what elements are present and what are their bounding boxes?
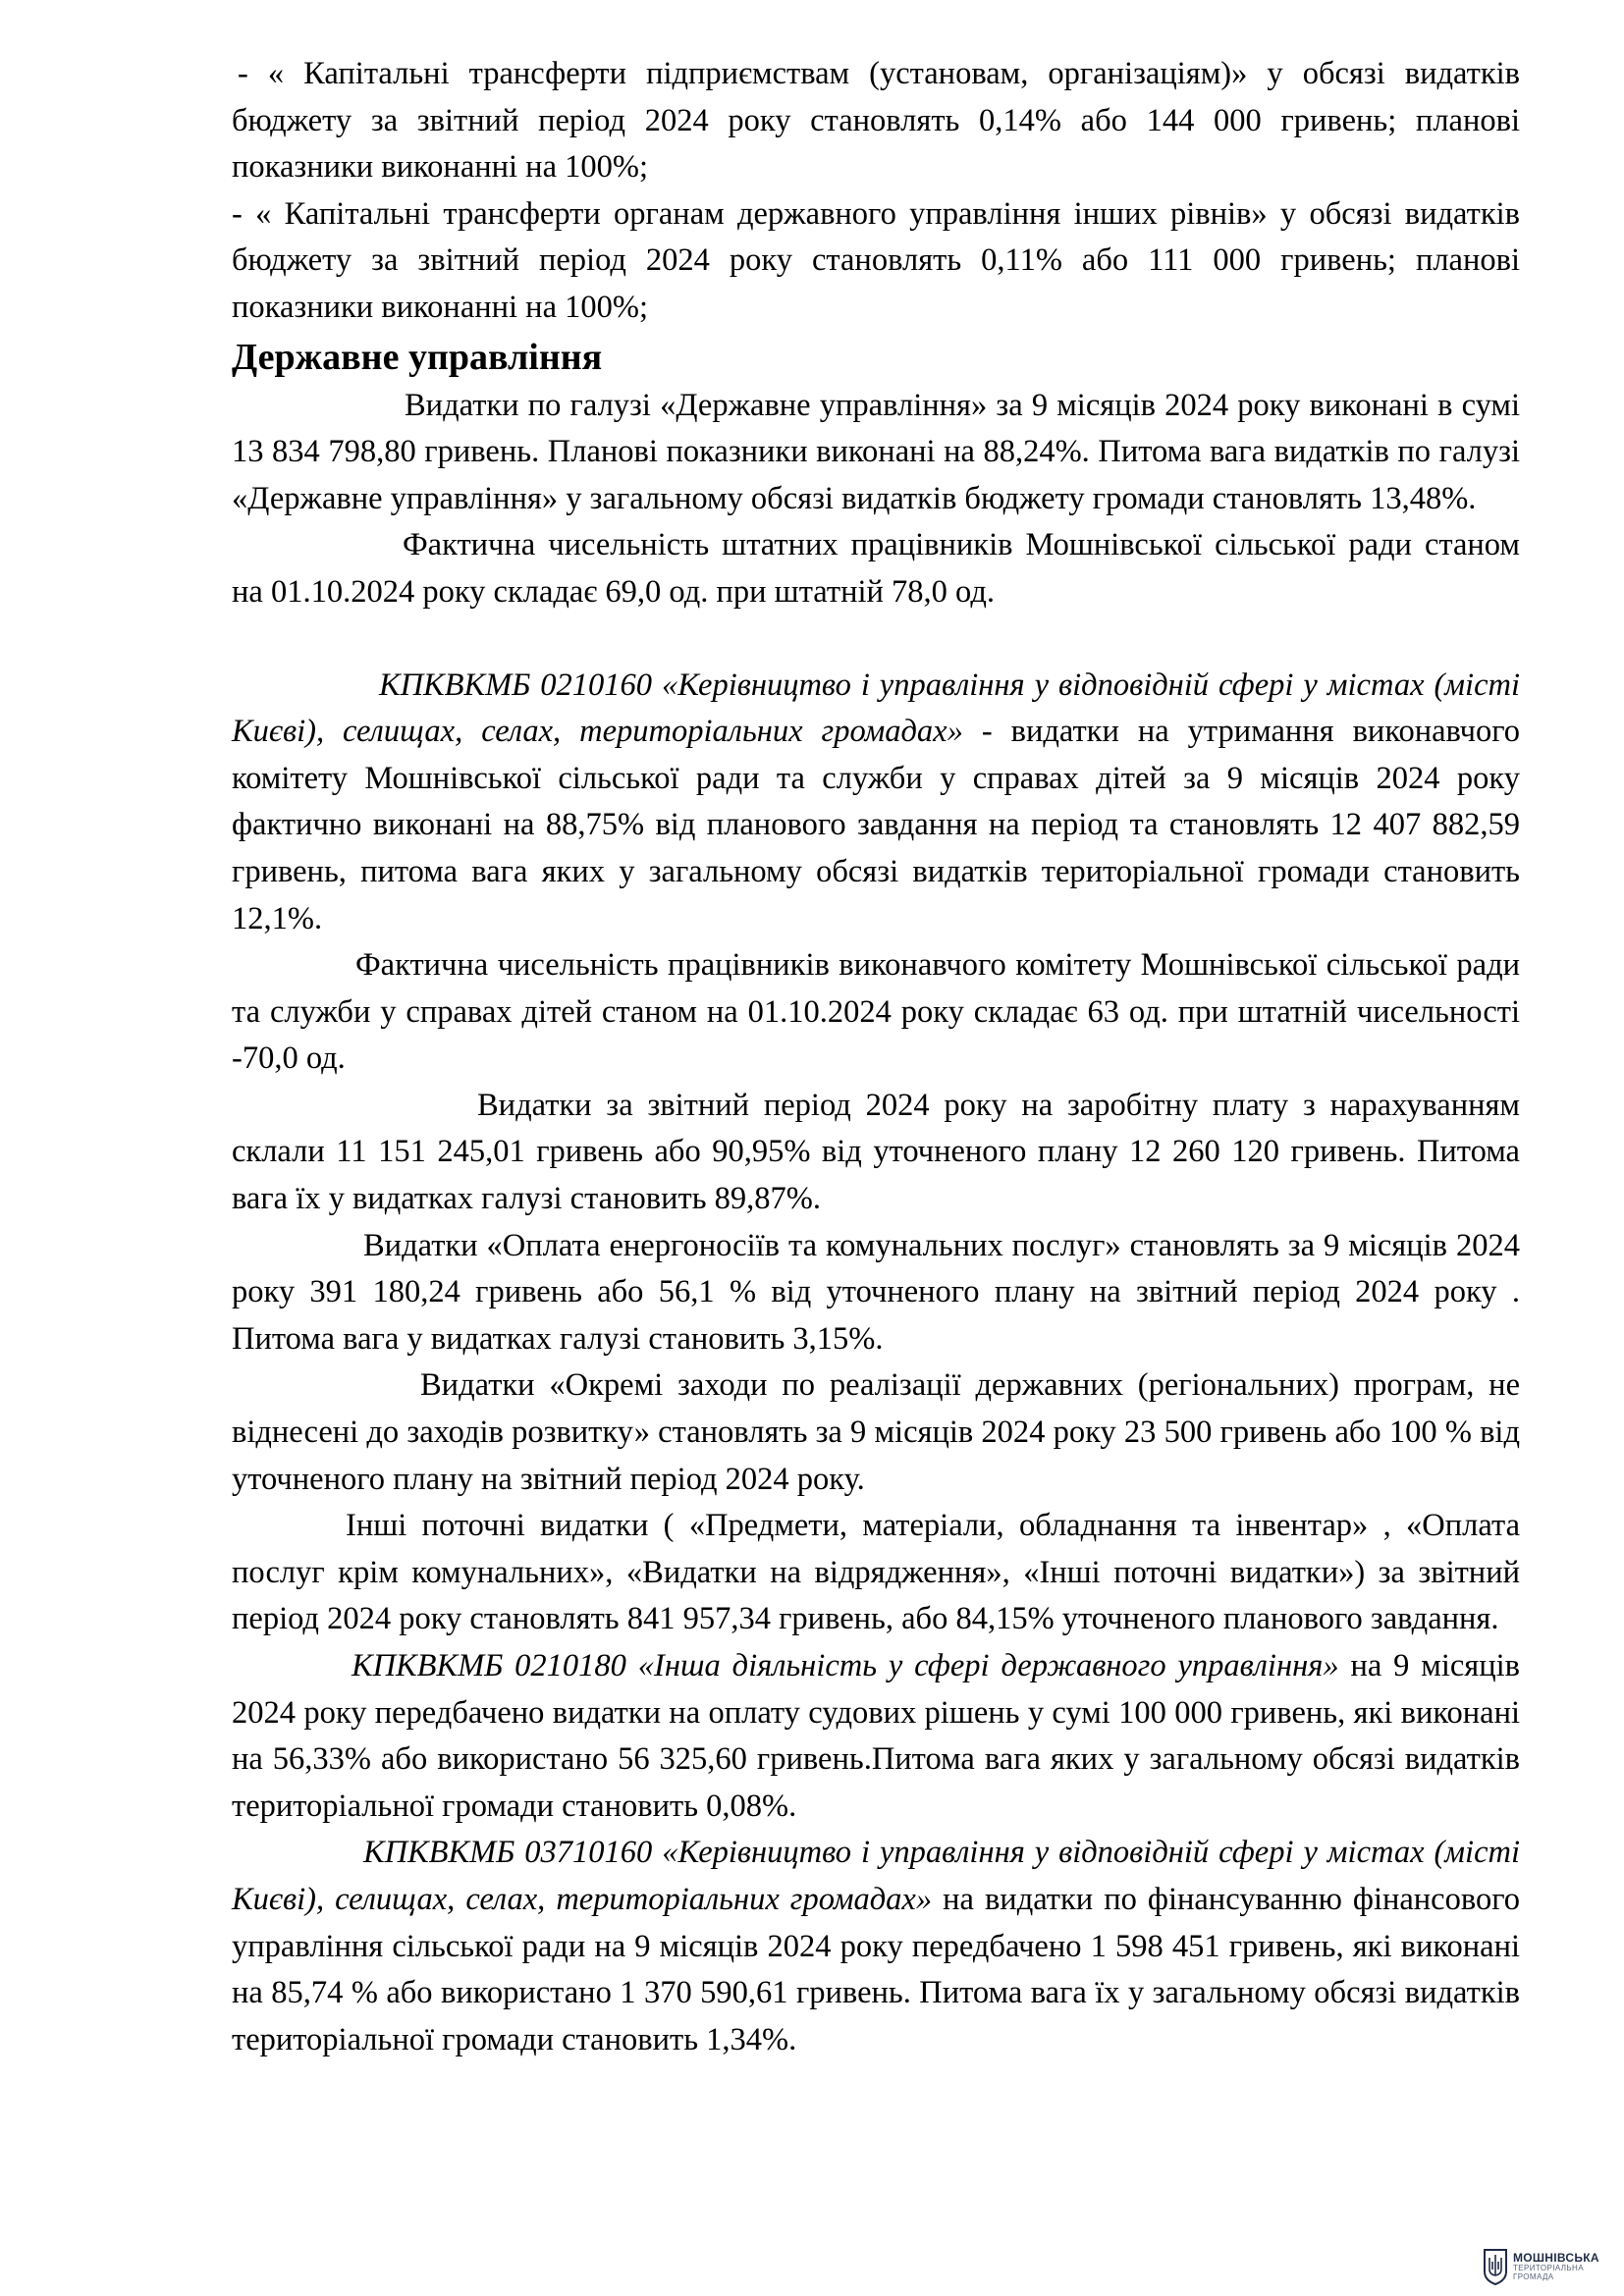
logo-subtitle-line2: ГРОМАДА [1513, 2272, 1554, 2281]
blank-line [232, 616, 1520, 663]
paragraph-regional-programs: Видатки «Окремі заходи по реалізації державних (регіональних) програм, не віднесені до заходів розвитку» становлять за 9 місяців 2024 року 23 500 гривень або 100 % від уточненого плану на звітний період 2024 року. [232, 1367, 1520, 1497]
paragraph-kpkvkmb-03710160 [232, 1830, 1520, 2063]
logo-text [1513, 2252, 1599, 2281]
paragraph-other-current-expenses: Інші поточні видатки ( «Предмети, матеріали, обладнання та інвентар» , «Оплата послуг крім комунальних», «Видатки на відрядження», «Інші поточні видатки») за звітний період 2024 року становлять 841 957,34 гривень, або 84,15% уточненого планового завдання. [232, 1508, 1520, 1637]
program-code-0210180: КПКВКМБ 0210180 «Інша діяльність у сфері державного управління» [352, 1648, 1339, 1683]
program-03710160-description: на видатки по фінансуванню фінансового управління сільської ради на 9 місяців 2024 року передбачено 1 598 451 гривень, які виконані на 85,74 % або використано 1 370 590,61 гривень. Питома вага їх у загальному обсязі видатків територіальної громади становить 1,34%. [232, 1881, 1520, 2057]
program-code-03710160: КПКВКМБ 03710160 «Керівництво і управління у відповідній сфері у містах (місті Києві), селищах, селах, територіальних громадах» [232, 1835, 1520, 1917]
paragraph-staff-count-council: Фактична чисельність штатних працівників Мошнівської сільської ради станом на 01.10.2024 року складає 69,0 од. при штатній 78,0 од. [232, 527, 1520, 610]
logo-subtitle-line1: ТЕРИТОРІАЛЬНА [1513, 2264, 1584, 2272]
program-0210180-description: на 9 місяців 2024 року передбачено видатки на оплату судових рішень у сумі 100 000 гривень, які виконані на 56,33% або використано 56 325,60 гривень.Питома вага яких у загальному обсязі видатків територіальної громади становить 0,08%. [232, 1648, 1520, 1824]
paragraph-capital-transfers-enterprises: - « Капітальні трансферти підприємствам (установам, організаціям)» у обсязі видатків бюджету за звітний період 2024 року становлять 0,14% або 144 000 гривень; планові показники виконанні на 100%; [232, 56, 1520, 186]
paragraph-energy-expenses: Видатки «Оплата енергоносіїв та комунальних послуг» становлять за 9 місяців 2024 року 391 180,24 гривень або 56,1 % від уточненого плану на звітний період 2024 року . Питома вага у видатках галузі становить 3,15%. [232, 1227, 1520, 1357]
paragraph-kpkvkmb-0210180 [232, 1643, 1520, 1830]
document-page [232, 51, 1520, 2063]
trident-shield-icon [1483, 2248, 1508, 2285]
paragraph-public-administration-expenses: Видатки по галузі «Державне управління» за 9 місяців 2024 року виконані в сумі 13 834 798,80 гривень. Планові показники виконані на 88,24%. Питома вага видатків по галузі «Державне управління» у загальному обсязі видатків бюджету громади становлять 13,48%. [232, 387, 1520, 516]
paragraph-staff-count-executive: Фактична чисельність працівників виконавчого комітету Мошнівської сільської ради та служби у справах дітей станом на 01.10.2024 року складає 63 од. при штатній чисельності -70,0 од. [232, 947, 1520, 1077]
paragraph-salary-expenses: Видатки за звітний період 2024 року на заробітну плату з нарахуванням склали 11 151 245,01 гривень або 90,95% від уточненого плану 12 260 120 гривень. Питома вага їх у видатках галузі становить 89,87%. [232, 1087, 1520, 1217]
logo-community-name: МОШНІВСЬКА [1513, 2251, 1599, 2265]
program-0210160-description: - видатки на утримання виконавчого комітету Мошнівської сільської ради та служби у справах дітей за 9 місяців 2024 року фактично виконані на 88,75% від планового завдання на період та становлять 12 407 882,59 гривень, питома вага яких у загальному обсязі видатків територіальної громади становить 12,1%. [232, 714, 1520, 936]
section-heading-public-administration: Державне управління [232, 336, 603, 378]
paragraph-capital-transfers-government: - « Капітальні трансферти органам державного управління інших рівнів» у обсязі видатків бюджету за звітний період 2024 року становлять 0,11% або 111 000 гривень; планові показники виконанні на 100%; [232, 195, 1520, 325]
paragraph-kpkvkmb-0210160 [232, 663, 1520, 943]
program-code-0210160: КПКВКМБ 0210160 «Керівництво і управління у відповідній сфері у містах (місті Києві), селищах, селах, територіальних громадах» [232, 667, 1520, 750]
community-logo [1483, 2248, 1599, 2285]
